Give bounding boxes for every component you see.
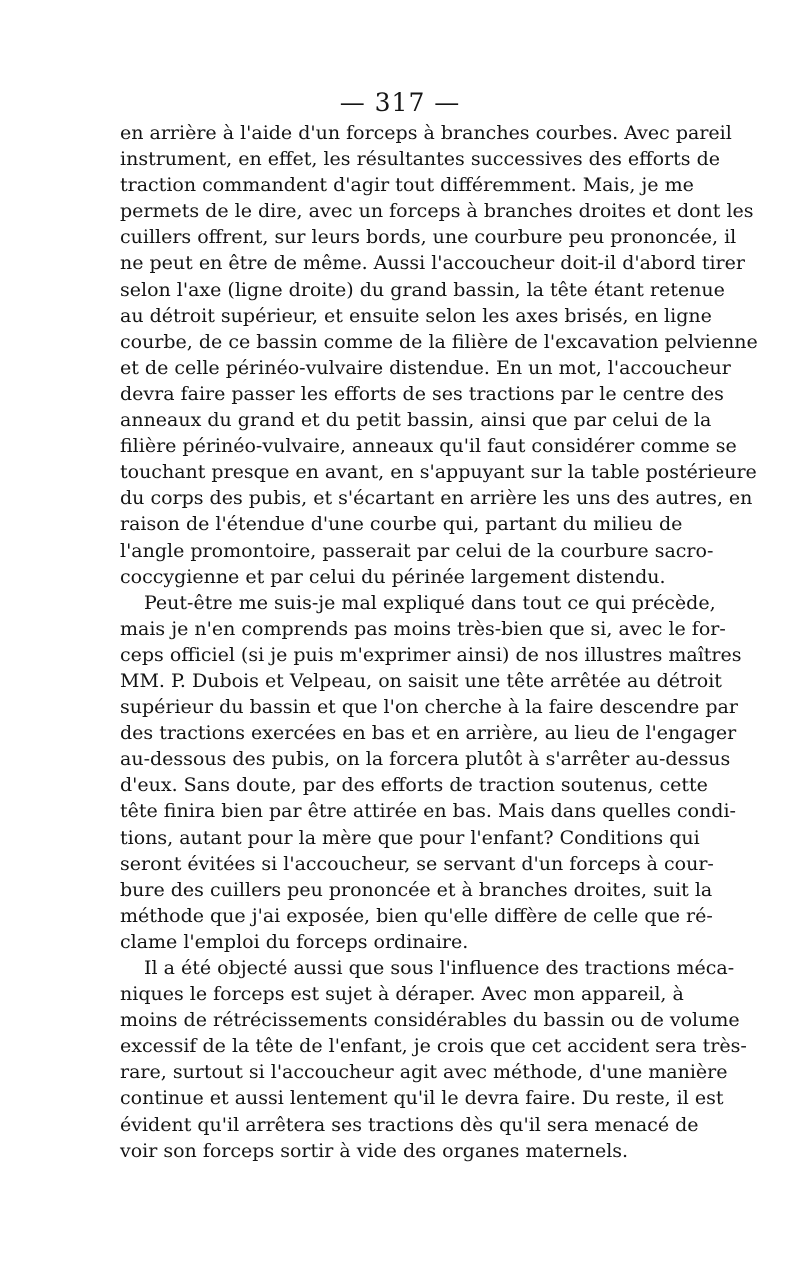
text-line: méthode que j'ai exposée, bien qu'elle diffère de celle que ré- xyxy=(120,904,713,927)
text-line: des tractions exercées en bas et en arrière, au lieu de l'engager xyxy=(120,722,737,745)
text-line: filière périnéo-vulvaire, anneaux qu'il faut considérer comme se xyxy=(120,435,737,458)
text-line: évident qu'il arrêtera ses tractions dès qu'il sera menacé de xyxy=(120,1113,699,1136)
text-line: voir son forceps sortir à vide des organes maternels. xyxy=(120,1139,629,1162)
text-line: d'eux. Sans doute, par des efforts de traction soutenus, cette xyxy=(120,774,708,797)
text-line: tions, autant pour la mère que pour l'enfant? Conditions qui xyxy=(120,826,700,849)
text-line: rare, surtout si l'accoucheur agit avec méthode, d'une manière xyxy=(120,1061,728,1084)
text-line: au détroit supérieur, et ensuite selon les axes brisés, en ligne xyxy=(120,304,712,327)
text-line: Il a été objecté aussi que sous l'influence des tractions méca- xyxy=(144,957,735,979)
text-line: tête finira bien par être attirée en bas. Mais dans quelles condi- xyxy=(120,800,736,823)
text-line: courbe, de ce bassin comme de la filière de l'excavation pelvienne xyxy=(120,330,758,353)
text-line: et de celle périnéo-vulvaire distendue. En un mot, l'accoucheur xyxy=(120,356,731,379)
text-line: instrument, en effet, les résultantes successives des efforts de xyxy=(120,148,720,171)
text-line: devra faire passer les efforts de ses tractions par le centre des xyxy=(120,382,724,405)
page-text xyxy=(120,120,758,1164)
text-line: niques le forceps est sujet à déraper. Avec mon appareil, à xyxy=(120,983,684,1006)
text-line: l'angle promontoire, passerait par celui de la courbure sacro- xyxy=(120,539,714,562)
text-line: bure des cuillers peu prononcée et à branches droites, suit la xyxy=(120,878,713,901)
text-line: continue et aussi lentement qu'il le devra faire. Du reste, il est xyxy=(120,1087,724,1110)
text-line: touchant presque en avant, en s'appuyant sur la table postérieure xyxy=(120,461,757,484)
text-line: moins de rétrécissements considérables du bassin ou de volume xyxy=(120,1009,740,1032)
text-line: traction commandent d'agir tout différemment. Mais, je me xyxy=(120,174,694,197)
text-line: au-dessous des pubis, on la forcera plutôt à s'arrêter au-dessus xyxy=(120,748,731,771)
text-line: supérieur du bassin et que l'on cherche à la faire descendre par xyxy=(120,696,738,719)
page-number: — 317 — xyxy=(339,88,461,117)
text-line: Peut-être me suis-je mal expliqué dans tout ce qui précède, xyxy=(144,591,716,614)
text-line: ne peut en être de même. Aussi l'accoucheur doit-il d'abord tirer xyxy=(120,252,745,275)
text-line: clame l'emploi du forceps ordinaire. xyxy=(120,930,469,953)
text-line: ceps officiel (si je puis m'exprimer ainsi) de nos illustres maîtres xyxy=(120,643,742,666)
text-line: permets de le dire, avec un forceps à branches droites et dont les xyxy=(120,200,754,223)
text-line: mais je n'en comprends pas moins très-bien que si, avec le for- xyxy=(120,617,726,640)
text-line: cuillers offrent, sur leurs bords, une courbure peu prononcée, il xyxy=(120,226,737,249)
text-line: excessif de la tête de l'enfant, je crois que cet accident sera très- xyxy=(120,1035,747,1058)
text-line: en arrière à l'aide d'un forceps à branches courbes. Avec pareil xyxy=(120,122,732,144)
text-line: MM. P. Dubois et Velpeau, on saisit une tête arrêtée au détroit xyxy=(120,669,722,692)
text-line: coccygienne et par celui du périnée largement distendu. xyxy=(120,565,666,588)
text-line: anneaux du grand et du petit bassin, ainsi que par celui de la xyxy=(120,409,712,432)
text-line: selon l'axe (ligne droite) du grand bassin, la tête étant retenue xyxy=(120,278,725,301)
text-line: du corps des pubis, et s'écartant en arrière les uns des autres, en xyxy=(120,487,753,510)
text-line: seront évitées si l'accoucheur, se servant d'un forceps à cour- xyxy=(120,852,714,875)
text-line: raison de l'étendue d'une courbe qui, partant du milieu de xyxy=(120,513,683,536)
